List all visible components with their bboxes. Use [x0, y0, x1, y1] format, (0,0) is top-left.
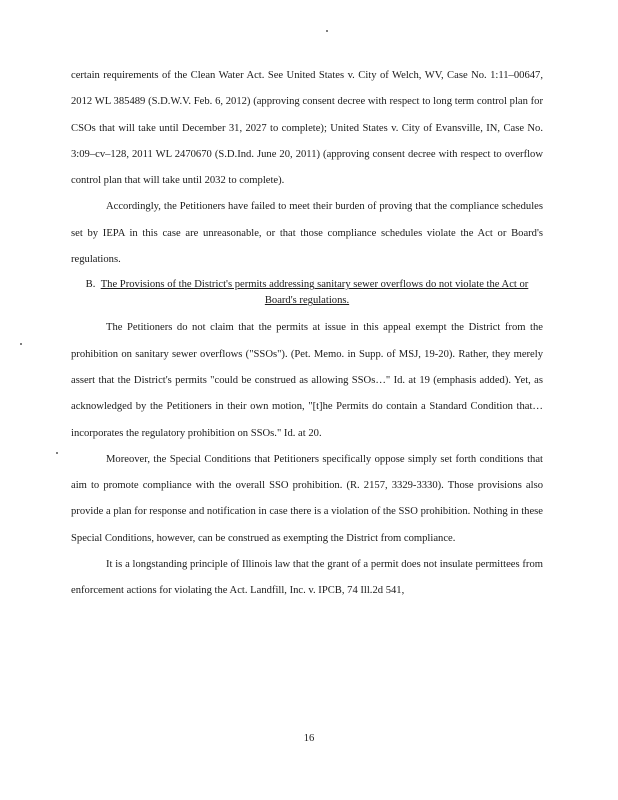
scan-speck: [326, 30, 328, 32]
paragraph-moreover: Moreover, the Special Conditions that Petitioners specifically oppose simply set forth conditions that aim to promote compliance with the overall SSO prohibition. (R. 2157, 3329-3330). Those provisions also provide a plan for response and notification in case there is a violation of the SSO prohibition. Nothing in these Special Conditions, however, can be construed as exempting the District from compliance.: [71, 453, 543, 544]
section-heading-b: [71, 273, 543, 315]
page-number: 16: [303, 733, 315, 744]
paragraph-petitioners: The Petitioners do not claim that the permits at issue in this appeal exempt the District from the prohibition on sanitary sewer overflows ("SSOs"). (Pet. Memo. in Supp. of MSJ, 19-20). Rather, they merely assert that the District's permits "could be construed as allowing SSOs…" Id. at 19 (emphasis added). Yet, as acknowledged by the Petitioners in their own motion, "[t]he Permits do contain a Standard Condition that…incorporates the regulatory prohibition on SSOs." Id. at 20.: [71, 322, 543, 439]
paragraph-case-citations: certain requirements of the Clean Water Act. See United States v. City of Welch, WV, Case No. 1:11–00647, 2012 WL 385489 (S.D.W.V. Feb. 6, 2012) (approving consent decree with respect to long term control plan for CSOs that will take until December 31, 2027 to complete); United States v. City of Evansville, IN, Case No. 3:09–cv–128, 2011 WL 2470670 (S.D.Ind. June 20, 2011) (approving consent decree with respect to overflow control plan that will take until 2032 to complete).: [71, 70, 543, 187]
scan-speck: [20, 343, 22, 345]
section-heading-letter: B.: [85, 279, 96, 291]
paragraph-accordingly: Accordingly, the Petitioners have failed to meet their burden of proving that the compliance schedules set by IEPA in this case are unreasonable, or that those compliance schedules violate the Act or Board's regulations.: [71, 201, 543, 266]
paragraph-longstanding: It is a longstanding principle of Illinois law that the grant of a permit does not insulate permittees from enforcement actions for violating the Act. Landfill, Inc. v. IPCB, 74 Ill.2d 541,: [71, 559, 543, 597]
body-text: [71, 63, 543, 605]
section-heading-text: The Provisions of the District's permits addressing sanitary sewer overflows do not violate the Act or Board's regulations.: [100, 279, 529, 307]
scan-speck: [56, 452, 58, 454]
